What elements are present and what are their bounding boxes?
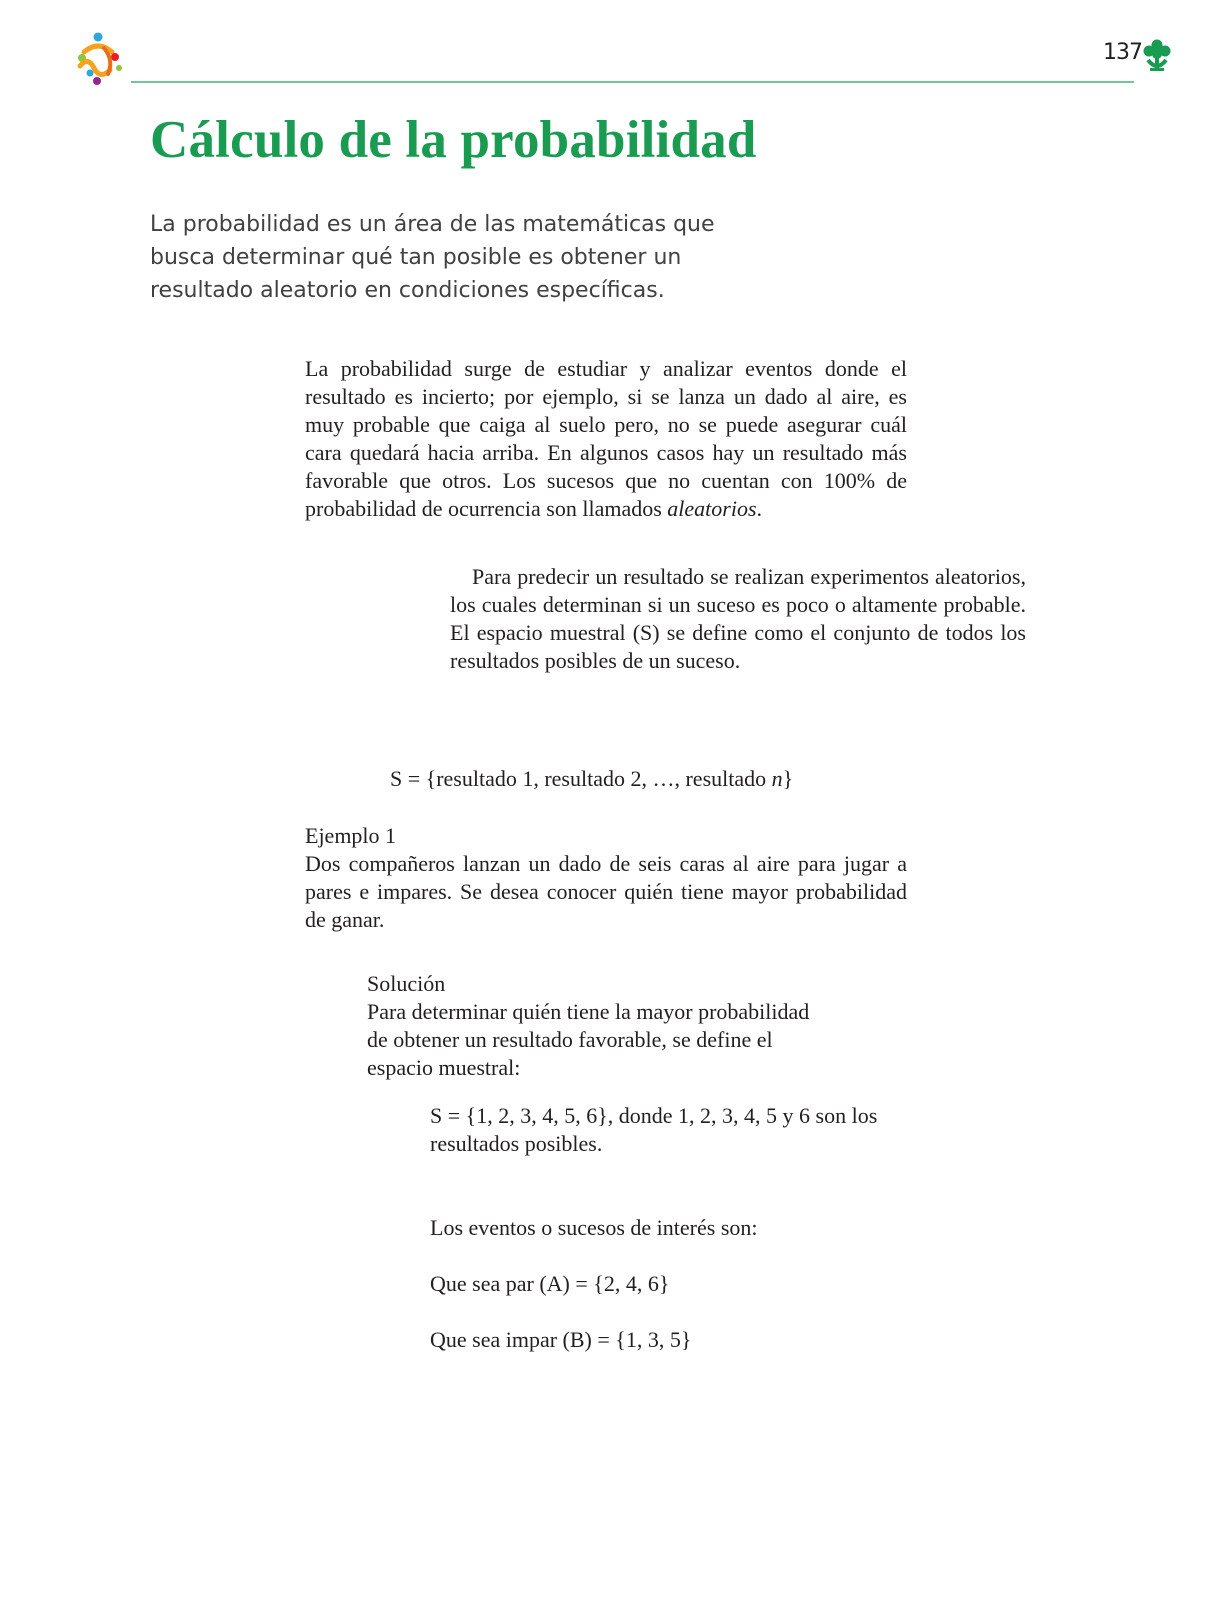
page-title: Cálculo de la probabilidad <box>150 111 757 169</box>
sample-space-example: S = {1, 2, 3, 4, 5, 6}, donde 1, 2, 3, 4, 5 y 6 son los resultados posibles. <box>430 1103 878 1156</box>
green-clover-figure-icon <box>1142 38 1172 72</box>
event-b: Que sea impar (B) = {1, 3, 5} <box>430 1327 692 1352</box>
header-divider <box>131 81 1134 83</box>
example-label: Ejemplo 1 <box>305 823 397 848</box>
body-paragraph-1 <box>305 355 907 523</box>
example-text: Dos compañeros lanzan un dado de seis caras al aire para jugar a pares e impares. Se desea conocer quién tiene mayor probabilidad de ganar. <box>305 851 907 932</box>
intro-paragraph: La probabilidad es un área de las matemáticas que busca determinar qué tan posible es obtener un resultado aleatorio en condiciones específicas. <box>150 212 715 303</box>
body-paragraph-1-end: . <box>756 496 763 521</box>
formula-suffix: } <box>782 766 794 791</box>
body-paragraph-2: Para predecir un resultado se realizan experimentos aleatorios, los cuales determinan si un suceso es poco o altamente probable. El espacio muestral (S) se define como el conjunto de todos los resultados posibles de un suceso. <box>450 564 1026 673</box>
sample-space-formula <box>390 765 793 793</box>
solution-label: Solución <box>367 971 446 996</box>
events-intro: Los eventos o sucesos de interés son: <box>430 1215 758 1240</box>
formula-variable: n <box>771 766 783 791</box>
colorful-people-logo-icon <box>70 30 126 86</box>
event-a: Que sea par (A) = {2, 4, 6} <box>430 1271 670 1296</box>
solution-text: Para determinar quién tiene la mayor probabilidad de obtener un resultado favorable, se define el espacio muestral: <box>367 999 810 1080</box>
body-paragraph-1-text: La probabilidad surge de estudiar y analizar eventos donde el resultado es incierto; por ejemplo, si se lanza un dado al aire, es muy probable que caiga al suelo pero, no se puede asegurar cuál cara quedará hacia arriba. En algunos casos hay un resultado más favorable que otros. Los sucesos que no cuentan con 100% de probabilidad de ocurrencia son llamados <box>305 356 907 521</box>
page-number: 137 <box>1103 40 1142 65</box>
emphasis-aleatorios: aleatorios <box>667 496 757 521</box>
formula-prefix: S = {resultado 1, resultado 2, …, resultado <box>390 766 772 791</box>
